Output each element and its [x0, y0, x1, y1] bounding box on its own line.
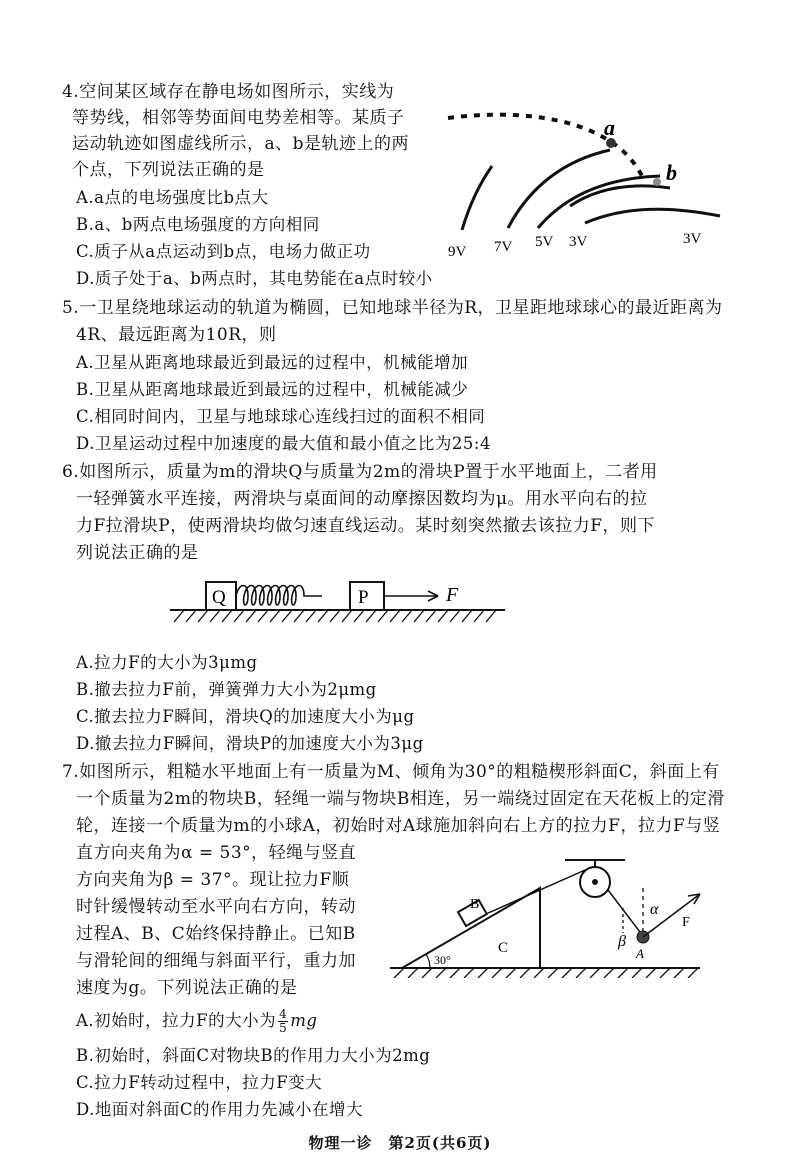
page-footer: 物理一诊 第2页(共6页): [308, 1134, 492, 1152]
beta-label: β: [618, 933, 626, 950]
q4-stem-line-1: 4.空间某区域存在静电场如图所示，实线为: [62, 82, 395, 102]
q7-option-a-text: A.初始时，拉力F的大小为: [76, 1011, 277, 1030]
incline-angle-label: 30°: [434, 953, 451, 967]
point-b-label: b: [666, 160, 677, 185]
q4-stem-line-3: 运动轨迹如图虚线所示，a、b是轨迹上的两: [72, 134, 410, 154]
label-3v-right: 3V: [683, 231, 702, 247]
pulley-axle: [592, 879, 598, 885]
q7-stem-line-8: 与滑轮间的细绳与斜面平行，重力加: [76, 951, 356, 971]
q7-option-a-unit: mg: [290, 1011, 318, 1030]
block-b-label: B: [470, 897, 480, 912]
label-5v: 5V: [535, 234, 554, 250]
label-9v: 9V: [448, 244, 467, 260]
q7-stem-line-1: 7.如图所示，粗糙水平地面上有一质量为M、倾角为30°的粗糙楔形斜面C，斜面上有: [62, 762, 720, 782]
q6-figure: [160, 570, 520, 630]
q4-figure: [430, 88, 740, 268]
q7-option-b: B.初始时，斜面C对物块B的作用力大小为2mg: [76, 1046, 431, 1065]
equipotential-9v: [462, 166, 492, 230]
rope-pulley-to-a: [608, 890, 643, 936]
q7-stem-line-7: 过程A、B、C始终保持静止。已知B: [76, 924, 356, 944]
q4-option-a: A.a点的电场强度比b点大: [76, 188, 269, 207]
q7-option-a-fraction: [278, 1008, 288, 1035]
q5-stem-line-1: 5.一卫星绕地球运动的轨道为椭圆，已知地球半径为R，卫星距地球球心的最近距离为: [62, 298, 723, 318]
q7-option-c: C.拉力F转动过程中，拉力F变大: [76, 1073, 323, 1092]
label-3v-left: 3V: [569, 234, 588, 250]
q7-stem-line-3: 轮，连接一个质量为m的小球A，初始时对A球施加斜向右上方的拉力F，拉力F与竖: [76, 816, 721, 836]
spring: [236, 586, 322, 606]
q6-stem-line-1: 6.如图所示，质量为m的滑块Q与质量为2m的滑块P置于水平地面上，二者用: [62, 462, 658, 482]
q7-force-label: F: [682, 915, 690, 930]
wedge-c-label: C: [498, 940, 509, 956]
q4-stem-line-4: 个点，下列说法正确的是: [72, 160, 265, 180]
ball-a-label: A: [636, 946, 644, 961]
q6-stem-line-2: 一轻弹簧水平连接，两滑块与桌面间的动摩擦因数均为μ。用水平向右的拉: [76, 489, 648, 509]
q7-stem-line-2: 一个质量为2m的物块B，轻绳一端与物块B相连，另一端绕过固定在天花板上的定滑: [76, 789, 725, 809]
q6-stem-line-3: 力F拉滑块P，使两滑块均做匀速直线运动。某时刻突然撤去该拉力F，则下: [76, 516, 656, 536]
alpha-label: α: [650, 901, 659, 918]
point-a-label: a: [604, 115, 615, 140]
q6-option-d: D.撤去拉力F瞬间，滑块P的加速度大小为3μg: [76, 734, 424, 753]
force-label: F: [446, 584, 459, 606]
q7-stem-line-9: 速度为g。下列说法正确的是: [76, 978, 298, 998]
label-7v: 7V: [494, 239, 513, 255]
ground-hatch: [174, 610, 496, 622]
q7-figure: [380, 848, 760, 978]
q4-option-d: D.质子处于a、b两点时，其电势能在a点时较小: [76, 269, 433, 288]
q5-option-d: D.卫星运动过程中加速度的最大值和最小值之比为25:4: [76, 434, 491, 453]
q7-stem-line-4: 直方向夹角为α = 53°，轻绳与竖直: [76, 843, 357, 863]
q6-option-a: A.拉力F的大小为3μmg: [76, 653, 258, 672]
block-p-label: P: [358, 587, 369, 608]
q7-ground-hatch: [394, 968, 698, 978]
block-q-label: Q: [212, 587, 226, 608]
q6-stem-line-4: 列说法正确的是: [76, 543, 199, 563]
q7-stem-line-6: 时针缓慢转动至水平向右方向，转动: [76, 897, 356, 917]
point-b-dot: [653, 178, 661, 186]
q4-option-c: C.质子从a点运动到b点，电场力做正功: [76, 242, 371, 261]
fraction-denominator: 5: [279, 1021, 288, 1035]
equipotential-3v-right: [585, 209, 720, 223]
q4-stem-line-2: 等势线，相邻等势面间电势差相等。某质子: [72, 108, 405, 128]
q5-stem-line-2: 4R、最远距离为10R，则: [76, 325, 277, 345]
equipotential-5v: [538, 176, 660, 228]
fraction-numerator: 4: [279, 1007, 288, 1021]
q6-option-c: C.撤去拉力F瞬间，滑块Q的加速度大小为μg: [76, 707, 415, 726]
equipotential-3v-left: [570, 186, 670, 206]
q4-option-b: B.a、b两点电场强度的方向相同: [76, 215, 320, 234]
q5-option-c: C.相同时间内，卫星与地球球心连线扫过的面积不相同: [76, 407, 486, 426]
q5-option-b: B.卫星从距离地球最近到最远的过程中，机械能减少: [76, 380, 469, 399]
q7-option-a: [76, 1008, 317, 1035]
q5-option-a: A.卫星从距离地球最近到最远的过程中，机械能增加: [76, 353, 469, 372]
q6-option-b: B.撤去拉力F前，弹簧弹力大小为2μmg: [76, 680, 377, 699]
q7-stem-line-5: 方向夹角为β = 37°。现让拉力F顺: [76, 870, 350, 890]
q7-option-d: D.地面对斜面C的作用力先减小在增大: [76, 1100, 364, 1119]
